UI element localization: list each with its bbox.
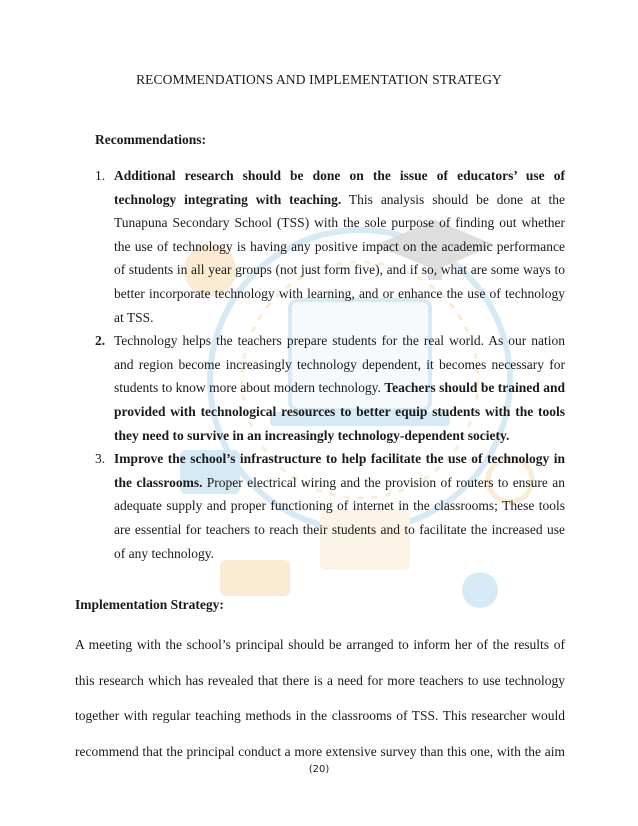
recommendation-bold-lead: Additional research should be done on the issue of educators’ use of technology integrating with teaching.: [114, 168, 565, 207]
recommendation-item-3: [95, 447, 565, 565]
recommendations-heading: Recommendations:: [95, 132, 206, 147]
paragraph-line: this research which has revealed that there is a need for more teachers to use technology: [75, 672, 565, 688]
paragraph-line: together with regular teaching methods in the classrooms of TSS. This researcher would: [75, 708, 565, 723]
item-number: 3.: [95, 451, 106, 467]
recommendation-item-2: [95, 329, 565, 447]
recommendation-bold-lead: Improve the school’s infrastructure to help facilitate the use of technology in the classrooms.: [114, 451, 565, 490]
item-number: 1.: [95, 168, 106, 183]
page-number: (20): [308, 764, 330, 775]
recommendation-text: Technology helps the teachers prepare students for the real world. As our nation and region become increasingly technology dependent, it becomes necessary for students to know more about modern technology.: [114, 333, 565, 396]
paragraph-line: A meeting with the school’s principal should be arranged to inform her of the results of: [75, 637, 565, 652]
implementation-paragraph: [75, 627, 565, 769]
implementation-heading: Implementation Strategy:: [75, 597, 224, 612]
recommendation-text: This analysis should be done at the Tunapuna Secondary School (TSS) with the sole purpose of finding out whether the use of technology is having any positive impact on the academic performance of students in all year groups (not just form five), and if so, what are some ways to better incorporate technology with learning, and or enhance the use of technology at TSS.: [114, 191, 565, 325]
recommendation-bold-tail: Teachers should be trained and provided with technological resources to better equip students with the tools they need to survive in an increasingly technology-dependent society.: [114, 380, 565, 443]
recommendations-list: [95, 164, 565, 565]
page-title: RECOMMENDATIONS AND IMPLEMENTATION STRATEGY: [136, 72, 502, 87]
paragraph-line: recommend that the principal conduct a more extensive survey than this one, with the aim: [75, 743, 565, 759]
recommendation-item-1: [95, 164, 565, 329]
item-number: 2.: [95, 333, 106, 349]
recommendation-text: Proper electrical wiring and the provision of routers to ensure an adequate supply and proper functioning of internet in the classrooms; These tools are essential for teachers to reach their students and to facilitate the increased use of any technology.: [114, 474, 565, 561]
